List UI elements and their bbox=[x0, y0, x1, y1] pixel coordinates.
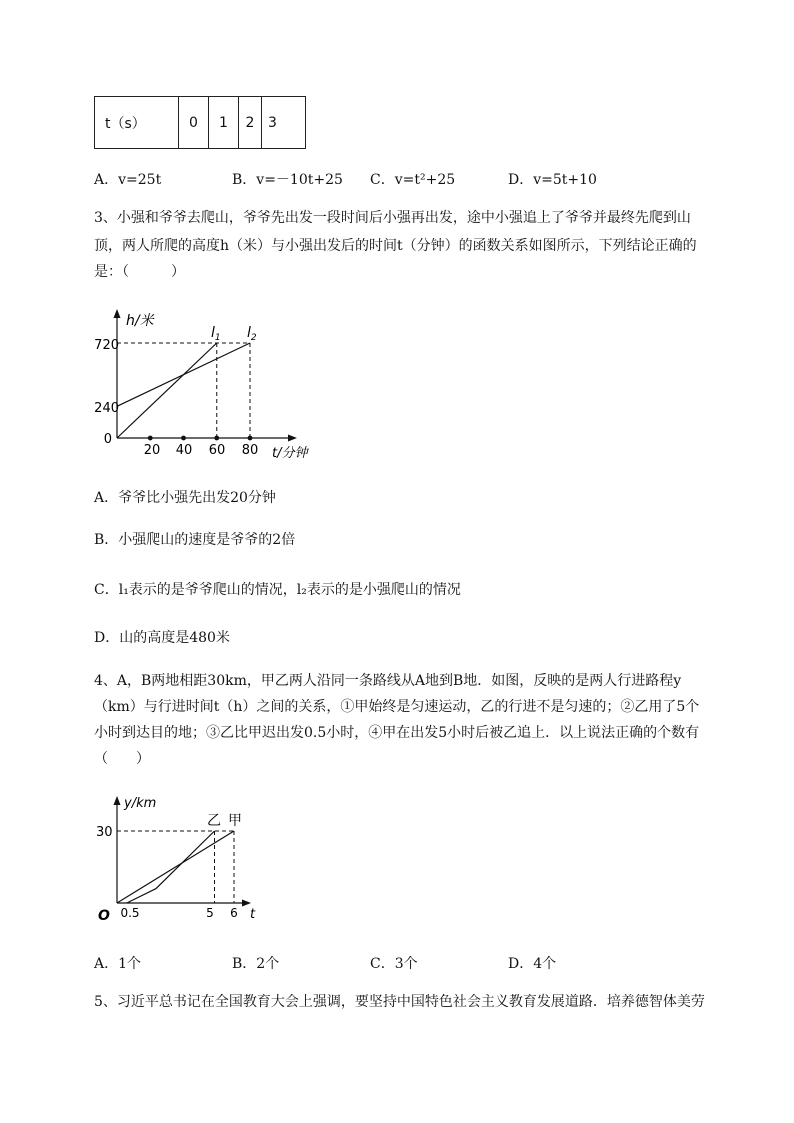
q4-stem-line2: （km）与行进时间t（h）之间的关系，①甲始终是匀速运动，乙的行进不是匀速的；②乙用了5个 bbox=[94, 699, 700, 715]
q4-option-d: D．4个 bbox=[508, 956, 557, 972]
y-axis-arrow bbox=[114, 796, 121, 805]
q4-stem-line1: 4、A，B两地相距30km，甲乙两人沿同一条路线从A地到B地．如图，反映的是两人行进路程y bbox=[94, 673, 682, 689]
x-axis-label: t bbox=[250, 907, 256, 922]
l2-label: $l_2$ bbox=[247, 325, 257, 343]
height-time-graph bbox=[90, 305, 330, 465]
q4-stem-line4: （ ） bbox=[94, 751, 150, 767]
l1-label: $l_1$ bbox=[211, 325, 221, 343]
origin-label: 0 bbox=[103, 432, 112, 447]
y-axis-label: y/km bbox=[124, 796, 157, 811]
q5-stem-line1: 5、习近平总书记在全国教育大会上强调，要坚持中国特色社会主义教育发展道路．培养德智体美劳 bbox=[94, 994, 705, 1010]
q4-stem-line3: 小时到达目的地；③乙比甲迟出发0.5小时，④甲在出发5小时后被乙追上．以上说法正确的个数有 bbox=[94, 725, 700, 741]
q3-option-a: A．爷爷比小强先出发20分钟 bbox=[94, 490, 276, 506]
q3-stem-line2: 顶，两人所爬的高度h（米）与小强出发后的时间t（分钟）的函数关系如图所示，下列结论正确的 bbox=[94, 238, 697, 254]
x-axis-arrow bbox=[288, 435, 297, 442]
table-row bbox=[95, 97, 306, 149]
y-tick-30: 30 bbox=[96, 825, 113, 840]
series-label-jia: 甲 bbox=[228, 813, 242, 829]
table-cell: 3 bbox=[262, 97, 306, 149]
q4-option-b: B．2个 bbox=[232, 956, 280, 972]
table-cell: 0 bbox=[179, 97, 209, 149]
x-tick-dot-80 bbox=[248, 436, 253, 441]
x-tick-20: 20 bbox=[143, 443, 161, 458]
q3-option-c: C．l₁表示的是爷爷爬山的情况，l₂表示的是小强爬山的情况 bbox=[94, 582, 461, 598]
q2-option-d: D．v=5t+10 bbox=[508, 172, 597, 188]
x-tick-6: 6 bbox=[230, 906, 238, 920]
table-header-cell: t（s） bbox=[95, 97, 179, 149]
q4-option-a: A．1个 bbox=[94, 956, 142, 972]
series-line-yi bbox=[127, 831, 215, 903]
q2-option-c: C．v=t²+25 bbox=[370, 172, 456, 188]
series-label-yi: 乙 bbox=[207, 813, 221, 829]
x-tick-80: 80 bbox=[241, 443, 259, 458]
q3-option-d: D．山的高度是480米 bbox=[94, 630, 230, 646]
q2-option-a: A．v=25t bbox=[94, 172, 162, 188]
series-line-jia bbox=[117, 831, 234, 903]
distance-time-graph bbox=[90, 790, 270, 925]
origin-label: O bbox=[98, 908, 110, 924]
q3-stem-line3: 是：（ ） bbox=[94, 264, 185, 280]
x-tick-dot-40 bbox=[181, 436, 186, 441]
x-tick-60: 60 bbox=[208, 443, 226, 458]
series-line-l2 bbox=[117, 343, 250, 406]
y-tick-720: 720 bbox=[94, 338, 119, 353]
x-tick-0.5: 0.5 bbox=[120, 906, 140, 920]
y-tick-240: 240 bbox=[94, 401, 119, 416]
time-table bbox=[94, 96, 306, 149]
q4-option-c: C．3个 bbox=[370, 956, 418, 972]
y-axis-label: h/米 bbox=[126, 313, 154, 329]
x-tick-dot-20 bbox=[148, 436, 153, 441]
table-cell: 1 bbox=[209, 97, 239, 149]
x-tick-dot-60 bbox=[214, 436, 219, 441]
x-tick-5: 5 bbox=[206, 906, 214, 920]
x-axis-arrow bbox=[242, 900, 251, 907]
table-cell: 2 bbox=[239, 97, 262, 149]
q2-option-b: B．v=－10t+25 bbox=[232, 172, 343, 188]
x-tick-40: 40 bbox=[175, 443, 193, 458]
y-axis-arrow bbox=[114, 309, 121, 318]
series-line-l1 bbox=[117, 343, 217, 438]
x-axis-label: t/分钟 bbox=[272, 446, 308, 461]
q3-stem-line1: 3、小强和爷爷去爬山，爷爷先出发一段时间后小强再出发，途中小强追上了爷爷并最终先爬到山 bbox=[94, 210, 691, 226]
q3-option-b: B．小强爬山的速度是爷爷的2倍 bbox=[94, 532, 296, 548]
